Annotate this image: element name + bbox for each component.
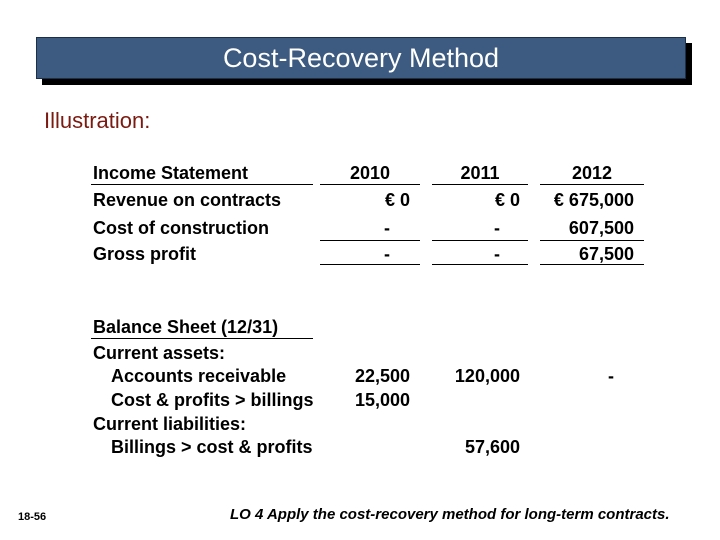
slide-title-box (36, 37, 686, 79)
subtotal-line-2012 (540, 240, 644, 241)
year-2011-header: 2011 (460, 163, 500, 183)
gross-profit-label: Gross profit (93, 244, 197, 264)
cost-profits-billings-2010: 15,000 (354, 390, 410, 410)
illustration-label: Illustration: (44, 108, 151, 133)
revenue-2012: € 675,000 (553, 190, 634, 210)
revenue-2010: € 0 (384, 190, 410, 210)
accounts-receivable-2010: 22,500 (354, 366, 410, 386)
billings-cost-profits-2011: 57,600 (464, 437, 520, 457)
gross-profit-2010: - (384, 244, 390, 264)
total-line-2011 (432, 264, 528, 265)
year-2011-underline (432, 184, 528, 185)
cost-2012: 607,500 (568, 218, 634, 238)
header-underline (91, 184, 313, 185)
accounts-receivable-label: Accounts receivable (111, 366, 287, 386)
current-liabilities-label: Current liabilities: (93, 414, 247, 434)
income-statement-header: Income Statement (93, 163, 249, 183)
balance-sheet-header: Balance Sheet (12/31) (93, 317, 279, 337)
cost-2010: - (384, 218, 390, 238)
billings-cost-profits-label: Billings > cost & profits (111, 437, 313, 457)
slide-number: 18-56 (18, 511, 47, 523)
revenue-2011: € 0 (494, 190, 520, 210)
balance-sheet-underline (91, 338, 313, 339)
revenue-label: Revenue on contracts (93, 190, 282, 210)
total-line-2010 (320, 264, 420, 265)
year-2010-underline (320, 184, 420, 185)
year-2010-header: 2010 (349, 163, 391, 183)
year-2012-underline (540, 184, 644, 185)
gross-profit-2011: - (494, 244, 500, 264)
subtotal-line-2011 (432, 240, 528, 241)
cost-profits-billings-label: Cost & profits > billings (111, 390, 314, 410)
slide-title: Cost-Recovery Method (222, 43, 500, 73)
learning-objective: LO 4 Apply the cost-recovery method for long-term contracts. (230, 506, 670, 523)
year-2012-header: 2012 (571, 163, 613, 183)
subtotal-line-2010 (320, 240, 420, 241)
cost-2011: - (494, 218, 500, 238)
current-assets-label: Current assets: (93, 343, 226, 363)
total-line-2012 (540, 264, 644, 265)
gross-profit-2012: 67,500 (578, 244, 634, 264)
accounts-receivable-2011: 120,000 (454, 366, 520, 386)
cost-label: Cost of construction (93, 218, 269, 238)
accounts-receivable-2012: - (608, 366, 614, 386)
